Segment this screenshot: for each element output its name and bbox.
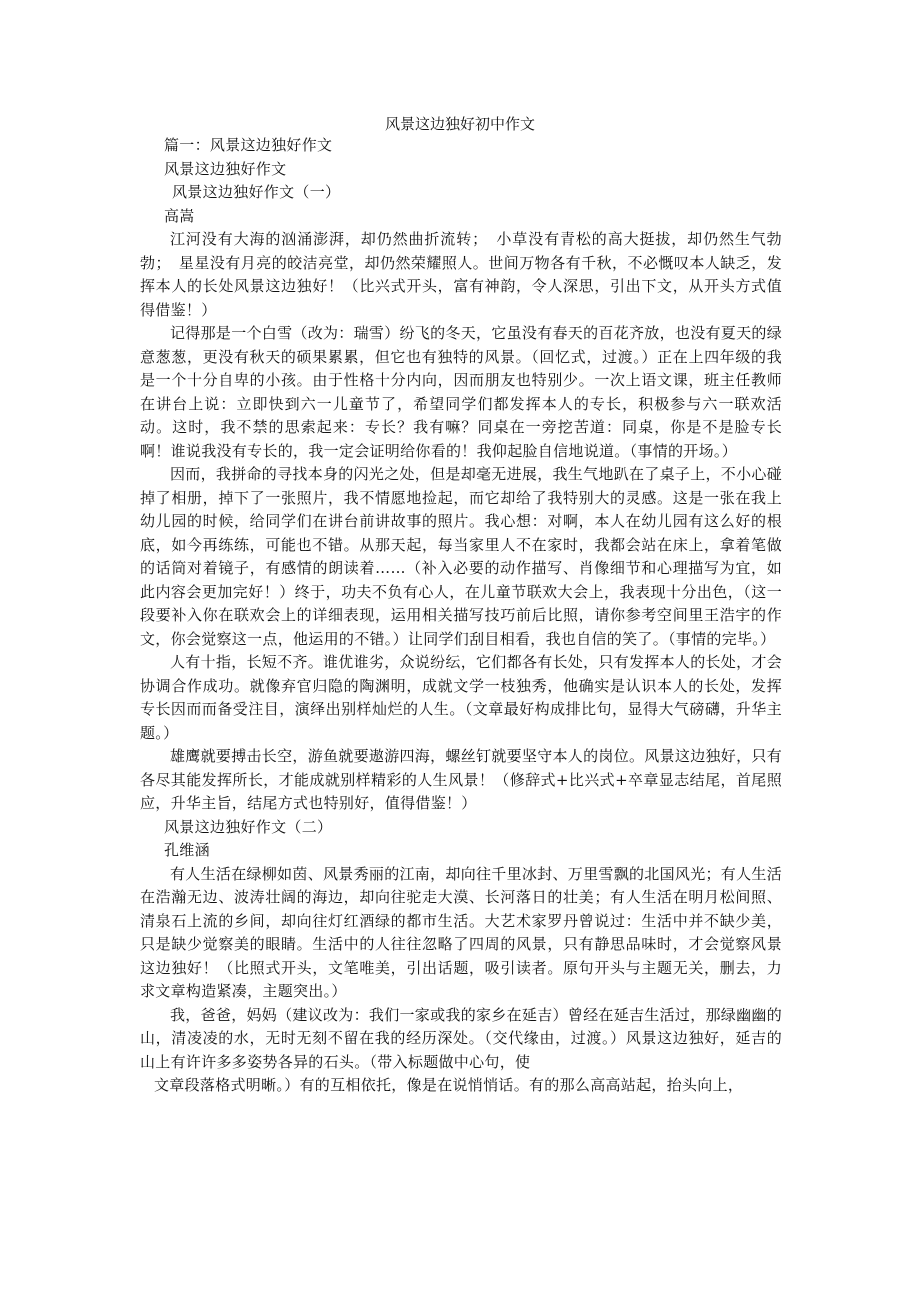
essay2-paragraph: 有人生活在绿柳如茵、风景秀丽的江南，却向往千里冰封、万里雪飘的北国风光；有人生活在浩瀚无边、波涛壮阔的海边，却向往驼走大漠、长河落日的壮美；有人生活在明月松间照、清泉石上流的乡间，却向往灯红酒绿的都市生活。大艺术家罗丹曾说过：生活中并不缺少美，只是缺少觉察美的眼睛。生活中的人往往忽略了四周的风景，只有静思品味时，才会觉察风景这边独好！（比照式开头，文笔唯美，引出话题，吸引读者。原句开头与主题无关，删去，力求文章构造紧凑，主题突出。） [140,864,783,1000]
essay1-paragraph: 江河没有大海的汹涌澎湃，却仍然曲折流转； 小草没有青松的高大挺拔，却仍然生气勃勃； 星星没有月亮的皎洁亮堂，却仍然荣耀照人。世间万物各有千秋，不必慨叹本人缺乏，发挥本人的长处风景这边独好！（比兴式开头，富有神韵，令人深思，引出下文，从开头方式值得借鉴！） [140,230,782,319]
essay1-paragraph: 人有十指，长短不齐。谁优谁劣，众说纷纭，它们都各有长处，只有发挥本人的长处，才会协调合作成功。就像弃官归隐的陶渊明，成就文学一枝独秀，他确实是认识本人的长处，发挥专长因而而备受注目，演绎出别样灿烂的人生。（文章最好构成排比句，显得大气磅礴，升华主题。） [140,653,783,742]
essay1-author: 高嵩 [164,206,195,225]
subheading: 风景这边独好作文 [164,159,287,178]
document-body [140,134,782,1098]
essay1-paragraph: 记得那是一个白雪（改为：瑞雪）纷飞的冬天，它虽没有春天的百花齐放，也没有夏天的绿意葱葱，更没有秋天的硕果累累，但它也有独特的风景。（回忆式，过渡。）正在上四年级的我是一个十分自卑的小孩。由于性格十分内向，因而朋友也特别少。一次上语文课，班主任教师在讲台上说：立即快到六一儿童节了，希望同学们都发挥本人的专长，积极参与六一联欢活动。这时，我不禁的思索起来：专长？我有嘛？同桌在一旁挖苦道：同桌，你是不是脸专长啊！谁说我没有专长的，我一定会证明给你看的！我仰起脸自信地说道。（事情的开场。） [140,324,783,460]
essay2-heading: 风景这边独好作文（二） [164,817,333,836]
essay2-author: 孔维涵 [164,841,210,859]
document-title: 风景这边独好初中作文 [384,115,535,133]
essay2-continuation: 文章段落格式明晰。）有的互相依托，像是在说悄悄话。有的那么高高站起，抬头向上， [154,1076,744,1094]
essay1-paragraph: 雄鹰就要搏击长空，游鱼就要遨游四海，螺丝钉就要坚守本人的岗位。风景这边独好，只有各尽其能发挥所长，才能成就别样精彩的人生风景！（修辞式+比兴式+卒章显志结尾，首尾照应，升华主旨，结尾方式也特别好，值得借鉴！） [140,747,783,812]
essay2-paragraph: 我，爸爸，妈妈（建议改为：我们一家或我的家乡在延吉）曾经在延吉生活过，那绿幽幽的山，清凌凌的水，无时无刻不留在我的经历深处。（交代缘由，过渡。）风景这边独好，延吉的山上有许许多多姿势各异的石头。（带入标题做中心句，使 [140,1005,783,1071]
section-heading: 篇一：风景这边独好作文 [164,136,333,154]
essay1-paragraph: 因而，我拼命的寻找本身的闪光之处，但是却毫无进展，我生气地趴在了桌子上，不小心碰掉了相册，掉下了一张照片，我不情愿地捡起，而它却给了我特别大的灵感。这是一张在我上幼儿园的时候，给同学们在讲台前讲故事的照片。我心想：对啊，本人在幼儿园有这么好的根底，如今再练练，可能也不错。从那天起，每当家里人不在家时，我都会站在床上，拿着笔做的话筒对着镜子，有感情的朗读着……（补入必要的动作描写、肖像细节和心理描写为宜，如此内容会更加完好！）终于，功夫不负有心人，在儿童节联欢大会上，我表现十分出色，（这一段要补入你在联欢会上的详细表现，运用相关描写技巧前后比照，请你参考空间里王浩宇的作文，你会觉察这一点，他运用的不错。）让同学们刮目相看，我也自信的笑了。（事情的完毕。） [140,465,783,648]
essay1-heading: 风景这边独好作文（一） [172,183,341,201]
